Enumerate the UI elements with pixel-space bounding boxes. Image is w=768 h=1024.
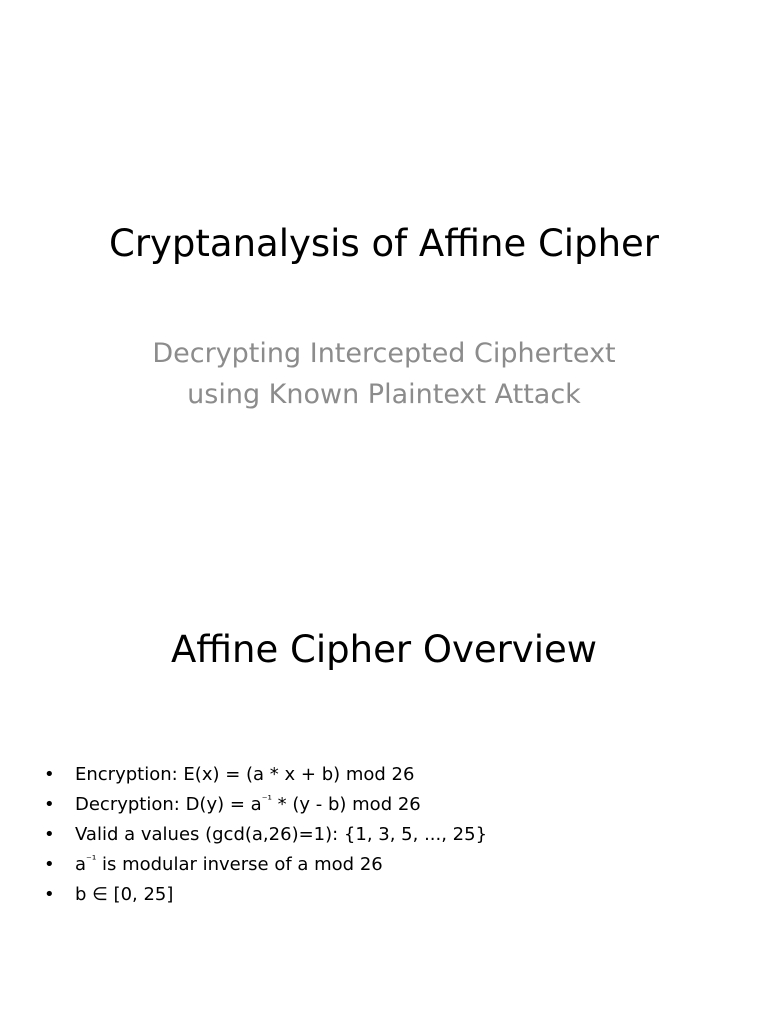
bullet-text: b ∈ [0, 25] xyxy=(75,884,174,905)
bullet-encryption xyxy=(38,760,738,790)
bullet-dot-icon: • xyxy=(44,854,55,875)
bullet-text-continued: * (y - b) mod 26 xyxy=(271,794,421,815)
inverse-superscript: ⁻¹ xyxy=(261,793,272,806)
bullet-valid-values xyxy=(38,820,738,850)
bullet-dot-icon: • xyxy=(44,824,55,845)
bullet-dot-icon: • xyxy=(44,764,55,785)
overview-title: Affine Cipher Overview xyxy=(170,628,598,671)
bullet-dot-icon: • xyxy=(44,884,55,905)
bullet-modular-inverse xyxy=(38,850,738,880)
bullet-b-range xyxy=(38,880,738,910)
bullet-dot-icon: • xyxy=(44,794,55,815)
bullet-decryption xyxy=(38,790,738,820)
bullet-text: Valid a values (gcd(a,26)=1): {1, 3, 5, ..., 25} xyxy=(75,824,488,845)
subtitle-line-2: using Known Plaintext Attack xyxy=(187,379,581,410)
presentation-subtitle xyxy=(0,333,768,415)
presentation-title: Cryptanalysis of Affine Cipher xyxy=(108,222,659,265)
bullet-text: Encryption: E(x) = (a * x + b) mod 26 xyxy=(75,764,415,785)
bullet-text: a xyxy=(75,854,87,875)
bullet-list xyxy=(38,760,738,910)
inverse-superscript: ⁻¹ xyxy=(86,853,97,866)
slide-overview xyxy=(0,512,768,1024)
bullet-text: Decryption: D(y) = a xyxy=(75,794,262,815)
bullet-text-continued: is modular inverse of a mod 26 xyxy=(96,854,383,875)
subtitle-line-1: Decrypting Intercepted Ciphertext xyxy=(152,338,616,369)
